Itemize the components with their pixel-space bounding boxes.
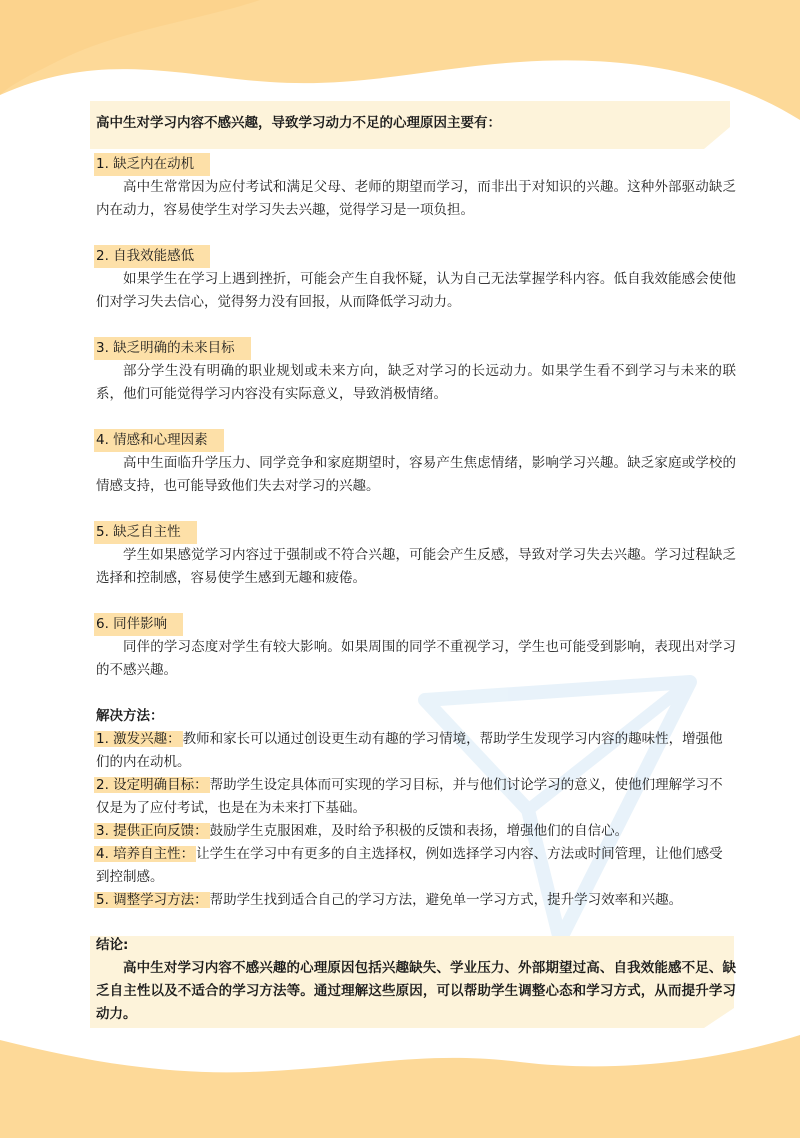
solution-label: 3. 提供正向反馈： [96,823,208,839]
document-body [96,100,736,1026]
cause-section-6 [96,613,736,682]
cause-section-1 [96,153,736,222]
solution-label: 4. 培养自主性： [96,846,195,862]
cause-section-3 [96,337,736,406]
solution-item [96,820,736,843]
cause-section-5 [96,521,736,590]
cause-section-2 [96,245,736,314]
solution-item [96,774,736,820]
cause-text: 如果学生在学习上遇到挫折，可能会产生自我怀疑，认为自己无法掌握学科内容。低自我效能感会使他们对学习失去信心，觉得努力没有回报，从而降低学习动力。 [96,271,736,310]
solution-item [96,889,736,912]
solution-text: 鼓励学生克服困难，及时给予积极的反馈和表扬，增强他们的自信心。 [209,823,629,839]
solution-text: 让学生在学习中有更多的自主选择权，例如选择学习内容、方法或时间管理，让他们感受到控制感。 [96,846,723,885]
cause-text: 学生如果感觉学习内容过于强制或不符合兴趣，可能会产生反感，导致对学习失去兴趣。学习过程缺乏选择和控制感，容易使学生感到无趣和疲倦。 [96,547,736,586]
cause-text: 高中生面临升学压力、同学竞争和家庭期望时，容易产生焦虑情绪，影响学习兴趣。缺乏家庭或学校的情感支持，也可能导致他们失去对学习的兴趣。 [96,455,736,494]
cause-heading: 2. 自我效能感低 [94,245,210,268]
conclusion-text: 高中生对学习内容不感兴趣的心理原因包括兴趣缺失、学业压力、外部期望过高、自我效能感不足、缺乏自主性以及不适合的学习方法等。通过理解这些原因，可以帮助学生调整心态和学习方式，从而提升学习动力。 [96,960,736,1022]
solutions-heading: 解决方法： [96,708,164,724]
cause-heading: 3. 缺乏明确的未来目标 [94,337,251,360]
conclusion-section [96,934,736,1026]
solution-text: 帮助学生设定具体而可实现的学习目标，并与他们讨论学习的意义，使他们理解学习不仅是为了应付考试，也是在为未来打下基础。 [96,777,723,816]
solution-label: 2. 设定明确目标： [96,777,208,793]
cause-section-4 [96,429,736,498]
solution-label: 5. 调整学习方法： [96,892,208,908]
cause-heading: 1. 缺乏内在动机 [94,153,210,176]
cause-heading: 4. 情感和心理因素 [94,429,224,452]
cause-text: 部分学生没有明确的职业规划或未来方向，缺乏对学习的长远动力。如果学生看不到学习与未来的联系，他们可能觉得学习内容没有实际意义，导致消极情绪。 [96,363,736,402]
conclusion-heading: 结论: [96,937,129,953]
solution-text: 教师和家长可以通过创设更生动有趣的学习情境，帮助学生发现学习内容的趣味性，增强他们的内在动机。 [96,731,723,770]
solution-label: 1. 激发兴趣： [96,731,181,747]
solution-item [96,843,736,889]
cause-heading: 5. 缺乏自主性 [94,521,197,544]
bottom-blob [0,1035,800,1138]
cause-text: 同伴的学习态度对学生有较大影响。如果周围的同学不重视学习，学生也可能受到影响，表现出对学习的不感兴趣。 [96,639,736,678]
cause-heading: 6. 同伴影响 [94,613,183,636]
solution-text: 帮助学生找到适合自己的学习方法，避免单一学习方式，提升学习效率和兴趣。 [209,892,683,908]
intro-title: 高中生对学习内容不感兴趣，导致学习动力不足的心理原因主要有： [96,115,501,131]
solution-item [96,728,736,774]
cause-text: 高中生常常因为应付考试和满足父母、老师的期望而学习，而非出于对知识的兴趣。这种外部驱动缺乏内在动力，容易使学生对学习失去兴趣，觉得学习是一项负担。 [96,179,736,218]
solutions-section [96,705,736,912]
